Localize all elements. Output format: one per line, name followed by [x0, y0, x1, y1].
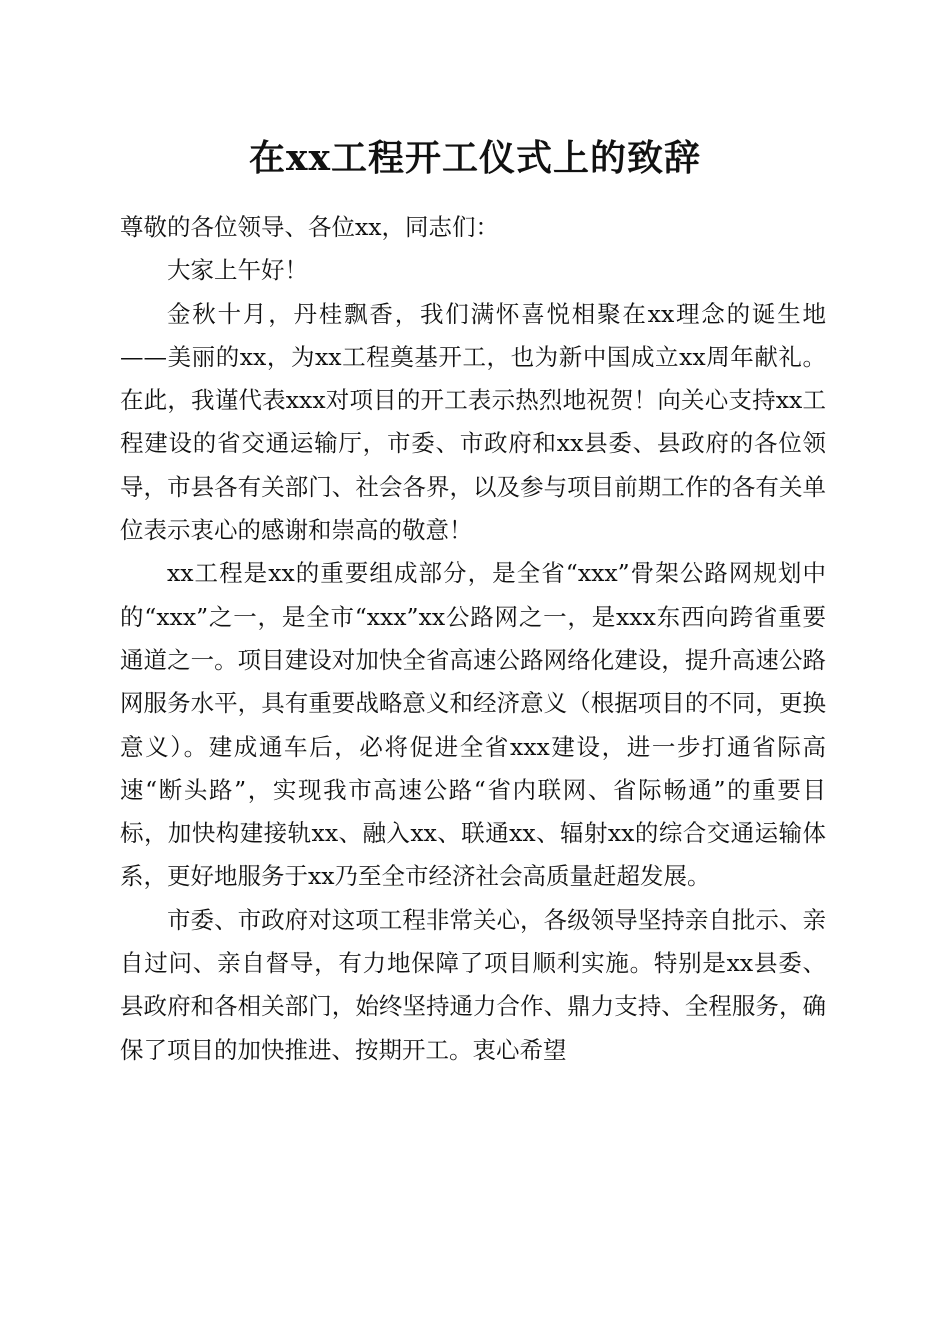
greeting-line: 大家上午好！ — [167, 256, 308, 285]
paragraph-project-significance: xx工程是xx的重要组成部分，是全省“xxx”骨架公路网规划中的“xxx”之一，是全市“xxx”xx公路网之一，是xxx东西向跨省重要通道之一。项目建设对加快全省高速公路网络化建设，提升高速公路网服务水平，具有重要战略意义和经济意义（根据项目的不同，更换意义）。建成通车后，必将促进全省xxx建设，进一步打通省际高速“断头路”，实现我市高速公路“省内联网、省际畅通”的重要目标，加快构建接轨xx、融入xx、联通xx、辐射xx的综合交通运输体系，更好地服务于xx乃至全市经济社会高质量赶超发展。 — [120, 559, 826, 891]
document-body — [120, 206, 826, 1072]
paragraph-leadership-support: 市委、市政府对这项工程非常关心，各级领导坚持亲自批示、亲自过问、亲自督导，有力地保障了项目顺利实施。特别是xx县委、县政府和各相关部门，始终坚持通力合作、鼎力支持、全程服务，确保了项目的加快推进、按期开工。衷心希望 — [120, 905, 826, 1064]
document-title: 在xx工程开工仪式上的致辞 — [249, 137, 701, 179]
salutation-line: 尊敬的各位领导、各位xx，同志们： — [120, 213, 500, 241]
paragraph-opening: 金秋十月，丹桂飘香，我们满怀喜悦相聚在xx理念的诞生地——美丽的xx，为xx工程奠基开工，也为新中国成立xx周年献礼。在此，我谨代表xxx对项目的开工表示热烈地祝贺！向关心支持xx工程建设的省交通运输厅，市委、市政府和xx县委、县政府的各位领导，市县各有关部门、社会各界，以及参与项目前期工作的各有关单位表示衷心的感谢和崇高的敬意！ — [120, 299, 826, 545]
